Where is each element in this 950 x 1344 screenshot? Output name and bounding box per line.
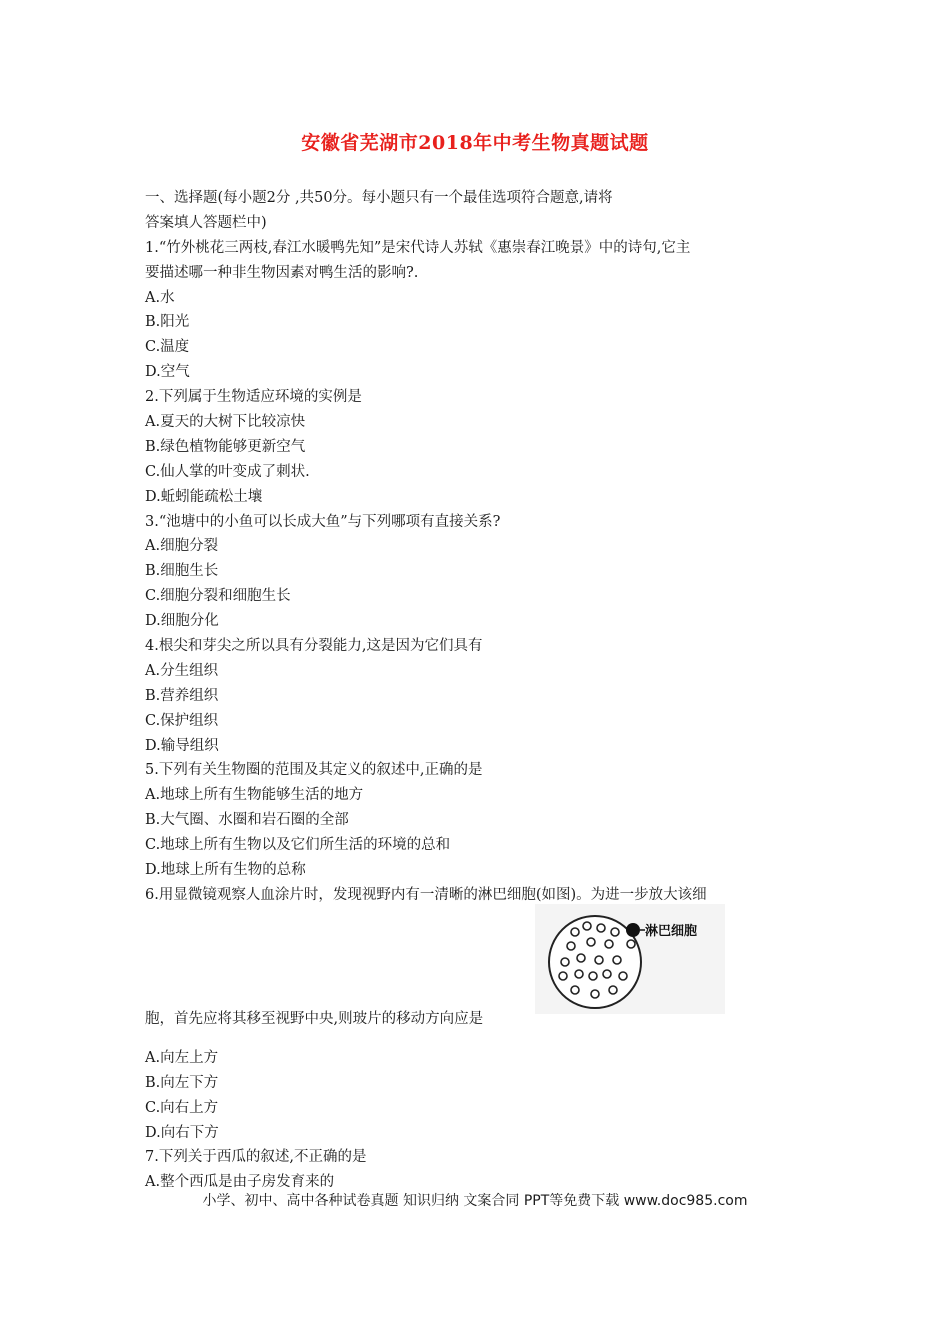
question-body	[145, 186, 820, 1195]
document-title: 安徽省芜湖市2018年中考生物真题试题	[301, 132, 649, 154]
page-footer: 小学、初中、高中各种试卷真题 知识归纳 文案合同 PPT等免费下载 www.doc985.com	[202, 1193, 748, 1209]
q5-option-c: C.地球上所有生物以及它们所生活的环境的总和	[145, 837, 451, 854]
question-1-line-1: 1.“竹外桃花三两枝,春江水暖鸭先知”是宋代诗人苏轼《惠崇春江晚景》中的诗句,它主	[145, 239, 691, 256]
q5-option-d: D.地球上所有生物的总称	[145, 862, 306, 879]
question-3: 3.“池塘中的小鱼可以长成大鱼”与下列哪项有直接关系?	[145, 513, 501, 530]
q6-option-c: C.向右上方	[145, 1099, 219, 1116]
question-1-line-2: 要描述哪一种非生物因素对鸭生活的影响?.	[145, 264, 419, 281]
q2-option-d: D.蚯蚓能疏松土壤	[145, 488, 263, 505]
section-heading-line-2: 答案填人答题栏中)	[145, 214, 267, 231]
q2-option-c: C.仙人掌的叶变成了刺状.	[145, 463, 310, 480]
question-2: 2.下列属于生物适应环境的实例是	[145, 389, 362, 406]
spacer	[145, 1032, 820, 1046]
q1-option-a: A.水	[145, 289, 175, 306]
q4-option-a: A.分生组织	[145, 662, 219, 679]
q1-option-d: D.空气	[145, 364, 190, 381]
question-6-line-1: 6.用显微镜观察人血涂片时，发现视野内有一清晰的淋巴细胞(如图)。为进一步放大该细	[145, 886, 707, 903]
q4-option-c: C.保护组织	[145, 712, 219, 729]
q6-option-b: B.向左下方	[145, 1074, 219, 1091]
q2-option-a: A.夏天的大树下比较凉快	[145, 414, 306, 431]
microscope-field-figure	[535, 904, 725, 1014]
q5-option-b: B.大气圈、水圈和岩石圈的全部	[145, 812, 349, 829]
question-7: 7.下列关于西瓜的叙述,不正确的是	[145, 1149, 367, 1166]
q2-option-b: B.绿色植物能够更新空气	[145, 438, 306, 455]
q3-option-b: B.细胞生长	[145, 563, 219, 580]
q1-option-b: B.阳光	[145, 314, 190, 331]
q3-option-d: D.细胞分化	[145, 613, 219, 630]
q4-option-b: B.营养组织	[145, 687, 219, 704]
q5-option-a: A.地球上所有生物能够生活的地方	[145, 787, 364, 804]
q6-option-d: D.向右下方	[145, 1124, 219, 1141]
q3-option-c: C.细胞分裂和细胞生长	[145, 588, 291, 605]
question-5: 5.下列有关生物圈的范围及其定义的叙述中,正确的是	[145, 762, 483, 779]
q1-option-c: C.温度	[145, 339, 190, 356]
q3-option-a: A.细胞分裂	[145, 538, 219, 555]
q7-option-a: A.整个西瓜是由子房发育来的	[145, 1174, 335, 1191]
question-6-figure-row	[145, 908, 820, 1032]
q6-option-a: A.向左上方	[145, 1049, 219, 1066]
lymphocyte-cell	[626, 923, 640, 937]
section-heading-line-1: 一、选择题(每小题2分 ,共50分。每小题只有一个最佳选项符合题意,请将	[145, 190, 613, 206]
question-6-line-2: 胞，首先应将其移至视野中央,则玻片的移动方向应是	[145, 1010, 484, 1027]
q4-option-d: D.输导组织	[145, 737, 219, 754]
question-4: 4.根尖和芽尖之所以具有分裂能力,这是因为它们具有	[145, 638, 483, 655]
lymphocyte-label: 淋巴细胞	[645, 923, 698, 939]
